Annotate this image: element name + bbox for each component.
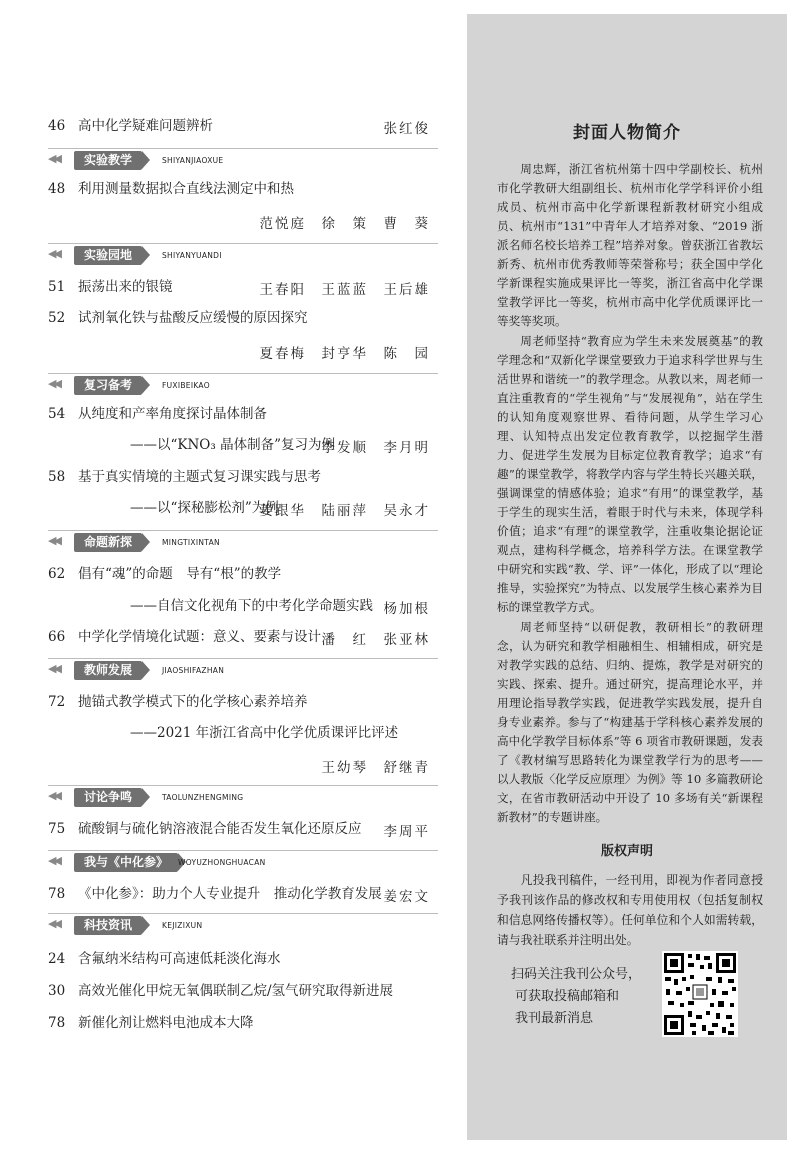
entry-title: 抛锚式教学模式下的化学核心素养培养 <box>78 694 308 710</box>
double-arrow-icon: ◀◀ <box>48 247 59 260</box>
section-label: 实验园地 <box>74 246 142 265</box>
copyright-title: 版权声明 <box>600 844 653 859</box>
section-pinyin: FUXIBEIKAO <box>162 381 210 390</box>
double-arrow-icon: ◀◀ <box>48 152 59 165</box>
scan-prompt: 扫码关注我刊公众号， 可获取投稿邮箱和 我刊最新消息 <box>511 967 642 1026</box>
toc-entry[interactable]: 30 高效光催化甲烷无氧偶联制乙烷/氢气研究取得新进展 <box>48 983 394 999</box>
toc-entry[interactable]: 66 中学化学情境化试题：意义、要素与设计 <box>48 629 321 645</box>
entry-title: 含氟纳米结构可高速低耗淡化海水 <box>78 951 281 967</box>
entry-title: 振荡出来的银镜 <box>78 279 173 295</box>
toc-entry[interactable]: 51 振荡出来的银镜 <box>48 279 173 295</box>
entry-title: 中学化学情境化试题：意义、要素与设计 <box>78 629 321 645</box>
entry-title: 新催化剂让燃料电池成本大降 <box>78 1015 254 1031</box>
entry-title: 基于真实情境的主题式复习课实践与思考 <box>78 469 321 485</box>
entry-authors: 王幼琴 舒继青 <box>321 760 430 776</box>
entry-subtitle: ——以“KNO₃ 晶体制备”复习为例 <box>130 437 335 453</box>
entry-subtitle: ——以“探秘膨松剂”为例 <box>130 500 279 516</box>
toc-entry[interactable]: 48 利用测量数据拟合直线法测定中和热 <box>48 181 294 197</box>
entry-title: 从纯度和产率角度探讨晶体制备 <box>78 406 267 422</box>
entry-title: 硫酸铜与硫化钠溶液混合能否发生氧化还原反应 <box>78 821 362 837</box>
toc-entry[interactable]: 78 《中化参》：助力个人专业提升 推动化学教育发展 <box>48 886 382 902</box>
section-pinyin: KEJIZIXUN <box>162 921 203 930</box>
section-label: 实验教学 <box>74 151 142 170</box>
section-pinyin: JIAOSHIFAZHAN <box>162 666 225 675</box>
entry-subtitle: ——自信文化视角下的中考化学命题实践 <box>130 598 373 614</box>
double-arrow-icon: ◀◀ <box>48 789 59 802</box>
entry-title: 倡有“魂”的命题 导有“根”的教学 <box>78 566 282 582</box>
qr-code-icon[interactable] <box>662 951 738 1037</box>
toc-entry[interactable]: 52 试剂氧化铁与盐酸反应缓慢的原因探究 <box>48 310 308 326</box>
section-header <box>48 243 438 262</box>
toc-entry[interactable]: 72 抛锚式教学模式下的化学核心素养培养 <box>48 694 308 710</box>
section-pinyin: SHIYANJIAOXUE <box>162 156 224 165</box>
entry-authors: 杨加根 <box>383 601 430 617</box>
double-arrow-icon: ◀◀ <box>48 917 59 930</box>
entry-title: 《中化参》：助力个人专业提升 推动化学教育发展 <box>78 886 382 902</box>
section-header <box>48 148 438 167</box>
section-header <box>48 530 438 549</box>
section-label: 科技资讯 <box>74 916 142 935</box>
toc-entry[interactable]: 75 硫酸铜与硫化钠溶液混合能否发生氧化还原反应 <box>48 821 362 837</box>
toc-entry[interactable]: 58 基于真实情境的主题式复习课实践与思考 <box>48 469 321 485</box>
sidebar-panel <box>467 14 787 1140</box>
entry-subtitle: ——2021 年浙江省高中化学优质课评比评述 <box>130 725 399 741</box>
entry-authors: 潘 红 张亚林 <box>321 632 430 648</box>
copyright-text: 凡投我刊稿件，一经刊用，即视为作者同意授予我刊该作品的修改权和专用使用权（包括复制权和信息网络传播权等）。任何单位和个人如需转载，请与我社联系并注明出处。 <box>497 873 763 947</box>
entry-authors: 李周平 <box>383 824 430 840</box>
double-arrow-icon: ◀◀ <box>48 377 59 390</box>
section-header <box>48 913 438 932</box>
entry-title: 试剂氧化铁与盐酸反应缓慢的原因探究 <box>78 310 308 326</box>
section-header <box>48 785 438 804</box>
toc-entry[interactable]: 46 高中化学疑难问题辨析 <box>48 118 213 134</box>
section-label: 命题新探 <box>74 533 142 552</box>
entry-authors: 夏春梅 封亨华 陈 园 <box>259 346 430 362</box>
cover-paragraph: 周忠辉，浙江省杭州第十四中学副校长、杭州市化学教研大组副组长、杭州市化学学科评价小组成员、杭州市高中化学新课程新教材研究小组成员、杭州市“131”中青年人才培养对象、“2019 浙派名师名校长培养工程”培养对象。曾获浙江省教坛新秀、杭州市优秀教师等荣誉称号；获全国中学化学新课程实施成果评比一等奖，浙江省高中化学课堂教学评比一等奖，杭州市高中化学优质课评比一等奖等奖项。 <box>497 162 763 328</box>
cover-paragraph: 周老师坚持“教育应为学生未来发展奠基”的教学理念和“双新化学课堂要致力于追求科学世界与生活世界和谐统一”的教学理念。从教以来，周老师一直注重教育的“学生视角”与“发展视角”，站在学生的认知角度观察世界、看待问题，从学生学习心理、认知特点出发定位教育教学，以挖掘学生潜力、促进学生发展为目标定位教育教学；追求“有趣”的课堂教学，将教学内容与学生特长兴趣关联，强调课堂的情感体验；追求“有用”的课堂教学，基于学生的现实生活，着眼于时代与未来，体现学科价值；追求“有理”的课堂教学，注重收集论据论证观点，建构科学概念，培养科学方法。在课堂教学中研究和实践“教、学、评”一体化，形成了以“理论推导，实验探究”为特点、以发展学生核心素养为目标的课堂教学方式。 <box>497 334 763 614</box>
section-pinyin: WOYUZHONGHUACAN <box>178 858 266 867</box>
entry-authors: 李发顺 李月明 <box>321 440 430 456</box>
section-label: 教师发展 <box>74 661 142 680</box>
section-pinyin: MINGTIXINTAN <box>162 538 220 547</box>
double-arrow-icon: ◀◀ <box>48 662 59 675</box>
section-header <box>48 658 438 677</box>
entry-authors: 张红俊 <box>383 121 430 137</box>
entry-title: 利用测量数据拟合直线法测定中和热 <box>78 181 294 197</box>
toc-entry[interactable]: 78 新催化剂让燃料电池成本大降 <box>48 1015 254 1031</box>
section-pinyin: TAOLUNZHENGMING <box>162 793 244 802</box>
double-arrow-icon: ◀◀ <box>48 534 59 547</box>
section-header <box>48 850 438 869</box>
section-label: 我与《中化参》 <box>74 853 178 872</box>
double-arrow-icon: ◀◀ <box>48 854 59 867</box>
section-label: 复习备考 <box>74 376 142 395</box>
toc-entry[interactable]: 54 从纯度和产率角度探讨晶体制备 <box>48 406 267 422</box>
toc-entry[interactable]: 24 含氟纳米结构可高速低耗淡化海水 <box>48 951 281 967</box>
entry-authors: 王春阳 王蓝蓝 王后雄 <box>259 282 430 298</box>
entry-title: 高中化学疑难问题辨析 <box>78 118 213 134</box>
cover-paragraph: 周老师坚持“以研促教，教研相长”的教研理念，认为研究和教学相融相生、相辅相成，研究是对教学实践的总结、归纳、提炼，教学是对研究的实践、探索、提升。通过研究，提高理论水平，并用理论指导教学实践，促进教学实践发展，提升自身专业素养。参与了“构建基于学科核心素养发展的高中化学教学目标体系”等 6 项省市教研课题，发表了《教材编写思路转化为课堂教学行为的思考——以人教版〈化学反应原理〉为例》等 10 多篇教研论文，在省市教研活动中开设了 10 多场有关“新课程新教材”的专题讲座。 <box>497 620 763 824</box>
cover-title: 封面人物简介 <box>573 123 681 143</box>
toc-entry[interactable]: 62 倡有“魂”的命题 导有“根”的教学 <box>48 566 282 582</box>
entry-authors: 姜宏文 <box>383 889 430 905</box>
entry-authors: 范悦庭 徐 策 曹 葵 <box>259 216 430 232</box>
section-label: 讨论争鸣 <box>74 788 142 807</box>
section-header <box>48 373 438 392</box>
entry-title: 高效光催化甲烷无氧偶联制乙烷/氢气研究取得新进展 <box>78 983 394 999</box>
section-pinyin: SHIYANYUANDI <box>162 251 222 260</box>
entry-authors: 姜跟华 陆丽萍 吴永才 <box>259 503 430 519</box>
